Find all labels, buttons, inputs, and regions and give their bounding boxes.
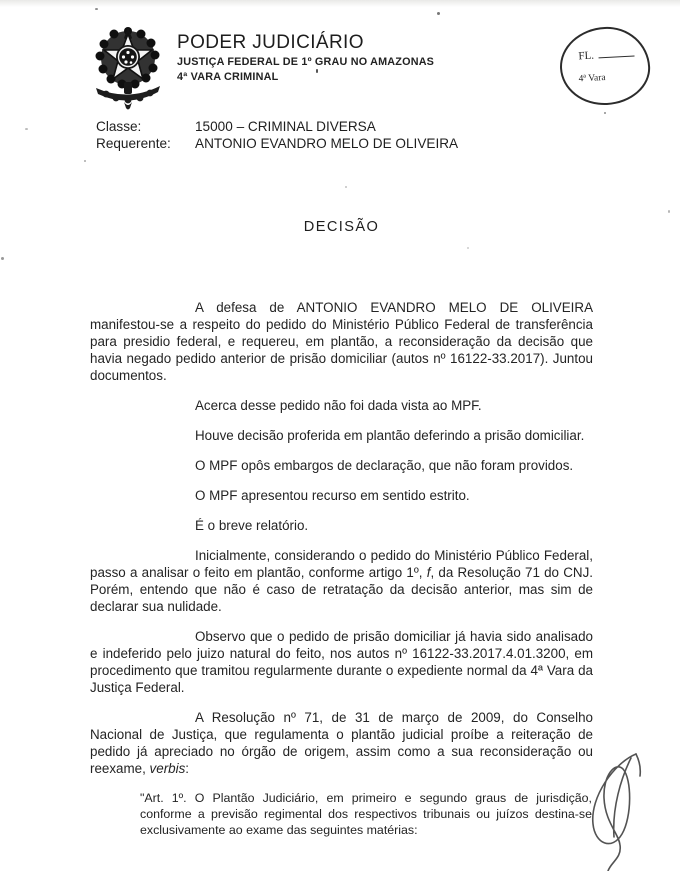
paragraph-text: : — [185, 761, 190, 776]
paragraph-text: O MPF opôs embargos de declaração, que não foram providos. — [195, 458, 574, 473]
court-branch-title: PODER JUDICIÁRIO — [177, 32, 364, 53]
folio-number-field — [578, 44, 634, 62]
scan-artifact — [25, 128, 28, 130]
folio-label: FL. — [578, 49, 595, 63]
case-class-label: Classe: — [96, 119, 142, 134]
scan-edge-shadow — [0, 0, 680, 7]
decision-body — [90, 299, 593, 838]
decision-paragraph — [90, 457, 593, 474]
scan-artifact — [668, 210, 670, 213]
paragraph-text: Houve decisão proferida em plantão deferindo a prisão domiciliar. — [195, 428, 585, 443]
decision-paragraph — [90, 397, 593, 414]
scan-artifact — [467, 247, 469, 249]
paragraph-text: A Resolução nº 71, de 31 de março de 2009, do Conselho Nacional de Justiça, que regulamenta o plantão judicial proíbe a reiteração de pedido já apreciado no órgão de origem, assim como a sua reconsideração ou reexame, — [90, 710, 593, 776]
court-section: 4ª VARA CRIMINAL — [177, 71, 279, 83]
decision-paragraph — [90, 427, 593, 444]
italic-term: verbis — [149, 761, 186, 776]
decision-paragraph — [90, 517, 593, 534]
italic-term: f — [426, 565, 431, 580]
paragraph-text: "Art. 1º. O Plantão Judiciário, em primeiro e segundo graus de jurisdição, conforme a previsão regimental dos respectivos tribunais ou juízos destina-se exclusivamente ao exame das seguintes matérias: — [140, 791, 592, 837]
folio-blank-line — [598, 44, 635, 58]
stamp-vara-label: 4ª Vara — [578, 72, 606, 85]
decision-title: DECISÃO — [303, 219, 380, 235]
decision-paragraph — [90, 709, 593, 777]
scan-artifact — [84, 160, 86, 162]
paragraph-text: A defesa de ANTONIO EVANDRO MELO DE OLIVEIRA manifestou-se a respeito do pedido do Ministério Público Federal de transferência para presidio federal, e requereu, em plantão, a reconsideração da decisão que havia negado pedido anterior de prisão domiciliar (autos nº 16122-33.2017). Juntou documentos. — [90, 300, 593, 383]
paragraph-text: Observo que o pedido de prisão domiciliar já havia sido analisado e indeferido pelo juizo natural do feito, nos autos nº 16122-33.2017.4.01.3200, em procedimento que tramitou regularmente durante o expediente normal da 4ª Vara da Justiça Federal. — [90, 629, 593, 695]
folio-stamp — [558, 25, 652, 108]
scan-artifact — [316, 69, 318, 73]
scan-artifact — [95, 8, 98, 10]
decision-paragraph — [90, 487, 593, 504]
scan-artifact — [1, 257, 4, 260]
scan-artifact — [345, 186, 347, 188]
case-requester-label: Requerente: — [96, 135, 171, 151]
case-class-value: 15000 – CRIMINAL DIVERSA — [195, 119, 376, 134]
header-text — [177, 24, 434, 110]
quoted-regulation-paragraph — [140, 790, 592, 838]
document-header — [94, 24, 434, 110]
scan-artifact — [604, 112, 606, 114]
coat-of-arms-icon — [94, 24, 162, 110]
decision-paragraph — [90, 299, 593, 384]
paragraph-text: , da Resolução 71 do CNJ. Porém, entendo que não é caso de retratação da decisão anterior, mas sim de declarar sua nulidade. — [90, 565, 593, 614]
decision-paragraph — [90, 547, 593, 615]
case-class-row — [96, 119, 458, 136]
scan-artifact — [437, 12, 440, 15]
case-requester-value: ANTONIO EVANDRO MELO DE OLIVEIRA — [195, 135, 459, 151]
paragraph-text: Acerca desse pedido não foi dada vista ao MPF. — [195, 398, 482, 413]
decision-paragraph — [90, 628, 593, 696]
court-jurisdiction: JUSTIÇA FEDERAL DE 1º GRAU NO AMAZONAS — [177, 56, 435, 68]
paragraph-text: Inicialmente, considerando o pedido do Ministério Público Federal, passo a analisar o feito em plantão, conforme artigo 1º, — [90, 548, 593, 580]
signature-rubric-icon — [578, 750, 650, 871]
case-identification — [96, 119, 458, 152]
case-requester-row — [96, 136, 458, 153]
paragraph-text: É o breve relatório. — [195, 518, 309, 533]
paragraph-text: O MPF apresentou recurso em sentido estrito. — [195, 488, 470, 503]
